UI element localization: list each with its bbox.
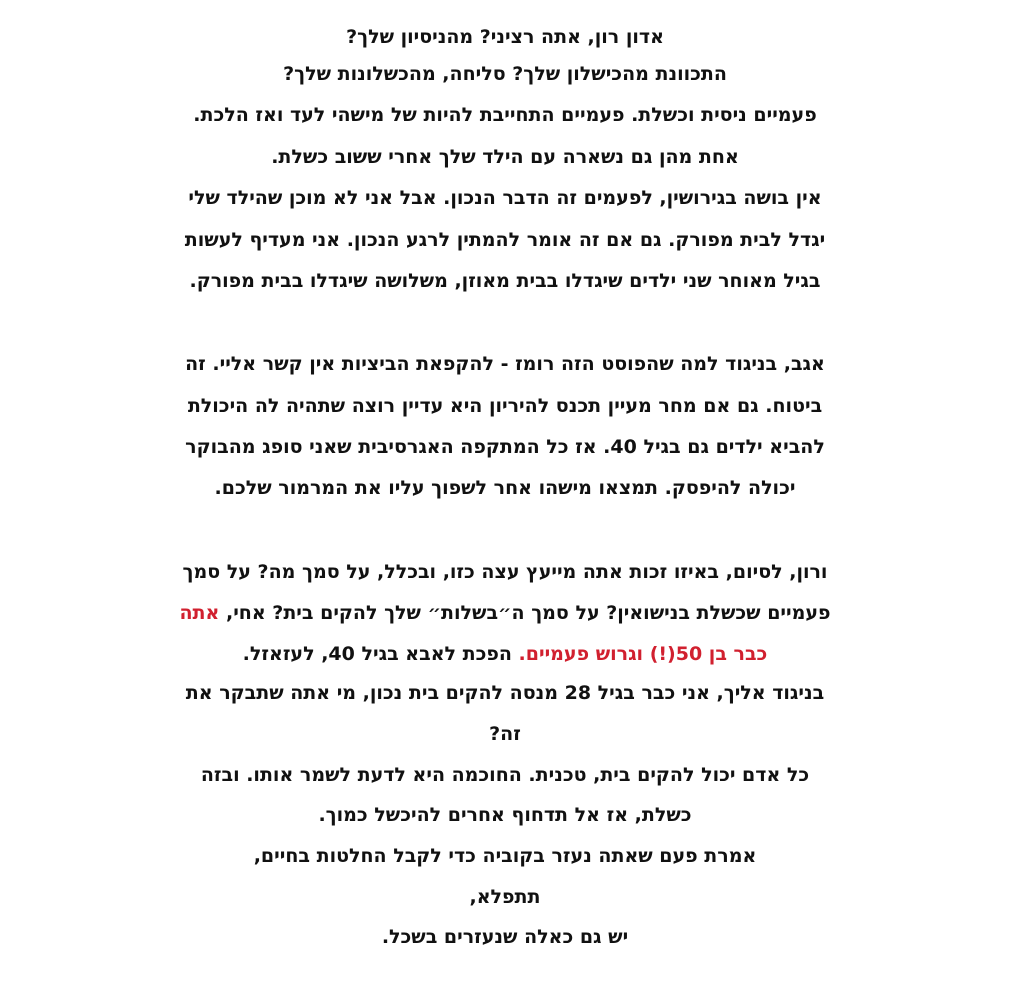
highlighted-text: אתה [179, 602, 220, 624]
text-line: אגב, בניגוד למה שהפוסט הזה רומז - להקפאת הביציות אין קשר אליי. זה [185, 353, 825, 375]
text-line: פעמיים ניסית וכשלת. פעמיים התחייבת להיות של מישהי לעד ואז הלכת. [193, 104, 817, 126]
text-line: תתפלא, [469, 886, 541, 908]
text-line: אמרת פעם שאתה נעזר בקוביה כדי לקבל החלטות בחיים, [253, 845, 757, 867]
text-line: כל אדם יכול להקים בית, טכנית. החוכמה היא לדעת לשמר אותו. ובזה [200, 764, 810, 786]
text-line: בניגוד אליך, אני כבר בגיל 28 מנסה להקים בית נכון, מי אתה שתבקר את [185, 682, 825, 704]
text-line: התכוונת מהכישלון שלך? סליחה, מהכשלונות שלך? [283, 63, 727, 85]
text-line: להביא ילדים גם בגיל 40. אז כל המתקפה האגרסיבית שאני סופג מהבוקר [185, 436, 825, 458]
text-line: אדון רון, אתה רציני? מהניסיון שלך? [346, 26, 664, 48]
text-line: כשלת, אז אל תדחוף אחרים להיכשל כמוך. [318, 804, 692, 826]
text-line: ורון, לסיום, באיזו זכות אתה מייעץ עצה כזו, ובכלל, על סמך מה? על סמך [182, 561, 828, 583]
text-line [20, 639, 990, 669]
text-line: יש גם כאלה שנעזרים בשכל. [381, 926, 629, 948]
text-line: ביטוח. גם אם מחר מעיין תכנס להיריון היא עדיין רוצה שתהיה לה היכולת [187, 395, 823, 417]
text-line: בגיל מאוחר שני ילדים שיגדלו בבית מאוזן, משלושה שיגדלו בבית מפורק. [189, 270, 821, 292]
text-segment: פעמיים שכשלת בנישואין? על סמך ה״בשלות״ שלך להקים בית? אחי, [225, 602, 831, 624]
text-line: זה? [489, 723, 521, 745]
text-segment: הפכת לאבא בגיל 40, לעזאזל. [242, 643, 512, 665]
text-line: יגדל לבית מפורק. גם אם זה אומר להמתין לרגע הנכון. אני מעדיף לעשות [184, 229, 826, 251]
text-line: אין בושה בגירושין, לפעמים זה הדבר הנכון. אבל אני לא מוכן שהילד שלי [188, 187, 822, 209]
text-line [20, 598, 990, 628]
highlighted-text: כבר בן 50(!) וגרוש פעמיים. [518, 643, 768, 665]
text-line: אחת מהן גם נשארה עם הילד שלך אחרי ששוב כשלת. [271, 146, 739, 168]
text-line: יכולה להיפסק. תמצאו מישהו אחר לשפוך עליו את המרמור שלכם. [214, 477, 796, 499]
